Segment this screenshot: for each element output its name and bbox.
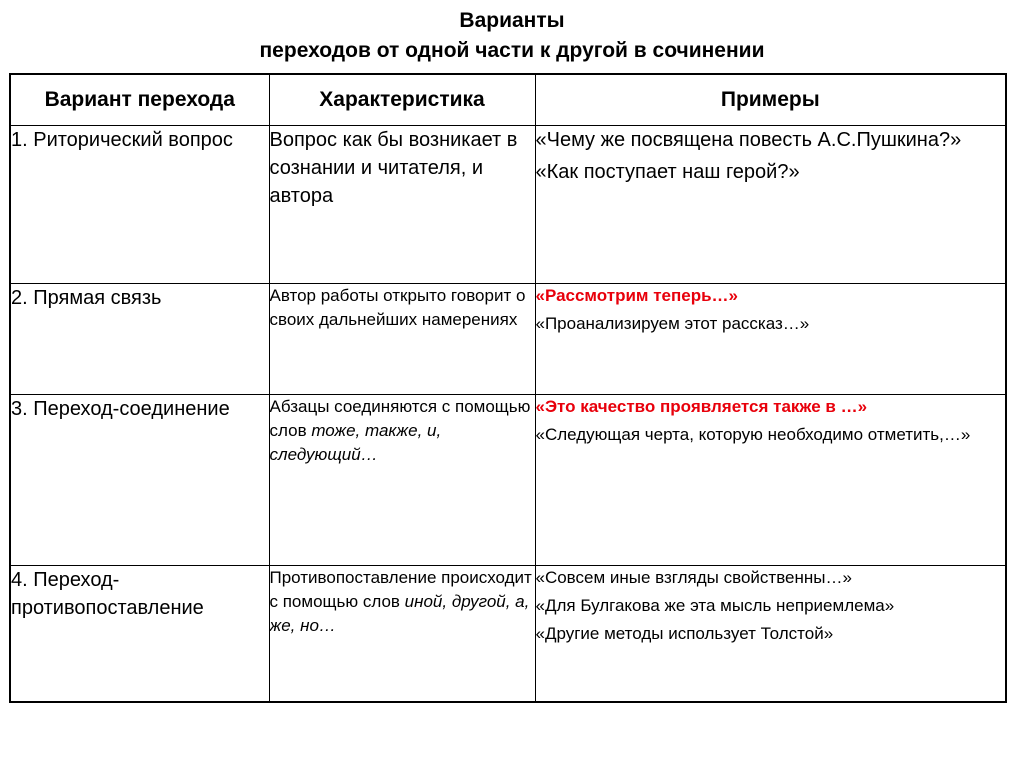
examples-cell [535, 284, 1006, 395]
table-header-row [10, 74, 1006, 126]
characteristic-cell: Вопрос как бы возникает в сознании и читателя, и автора [269, 126, 535, 284]
examples-cell [535, 126, 1006, 284]
example-text: «Другие методы использует Толстой» [535, 624, 834, 643]
variant-cell: 4. Переход-противопоставление [10, 566, 269, 703]
variant-cell: 1. Риторический вопрос [10, 126, 269, 284]
characteristic-cell [269, 566, 535, 703]
characteristic-text: Абзацы соединяются с помощью слов [269, 397, 531, 440]
example-highlight: «Рассмотрим теперь…» [535, 286, 738, 305]
table-row [10, 395, 1006, 566]
header-examples: Примеры [535, 74, 1006, 126]
page-title [0, 6, 1024, 66]
example-text: «Следующая черта, которую необходимо отметить,…» [535, 425, 971, 444]
table-row [10, 126, 1006, 284]
variant-cell: 2. Прямая связь [10, 284, 269, 395]
example-text: «Совсем иные взгляды свойственны…» [535, 568, 852, 587]
header-variant: Вариант перехода [10, 74, 269, 126]
table-row [10, 566, 1006, 703]
characteristic-keywords: тоже, также, и, следующий… [269, 421, 442, 464]
example-text: «Для Булгакова же эта мысль неприемлема» [535, 596, 895, 615]
table-row [10, 284, 1006, 395]
characteristic-cell [269, 395, 535, 566]
example-text: «Проанализируем этот рассказ…» [535, 314, 810, 333]
example-text: «Как поступает наш герой?» [535, 161, 800, 183]
title-line-2: переходов от одной части к другой в сочинении [259, 39, 765, 62]
header-characteristic: Характеристика [269, 74, 535, 126]
characteristic-cell: Автор работы открыто говорит о своих дальнейших намерениях [269, 284, 535, 395]
characteristic-text: Противопоставление происходит с помощью слов [269, 568, 532, 611]
title-line-1: Варианты [459, 9, 565, 32]
variant-cell: 3. Переход-соединение [10, 395, 269, 566]
transitions-table [9, 73, 1007, 703]
example-text: «Чему же посвящена повесть А.С.Пушкина?» [535, 129, 962, 151]
characteristic-keywords: иной, другой, а, же, но… [269, 592, 530, 635]
examples-cell [535, 395, 1006, 566]
example-highlight: «Это качество проявляется также в …» [535, 397, 868, 416]
examples-cell [535, 566, 1006, 703]
